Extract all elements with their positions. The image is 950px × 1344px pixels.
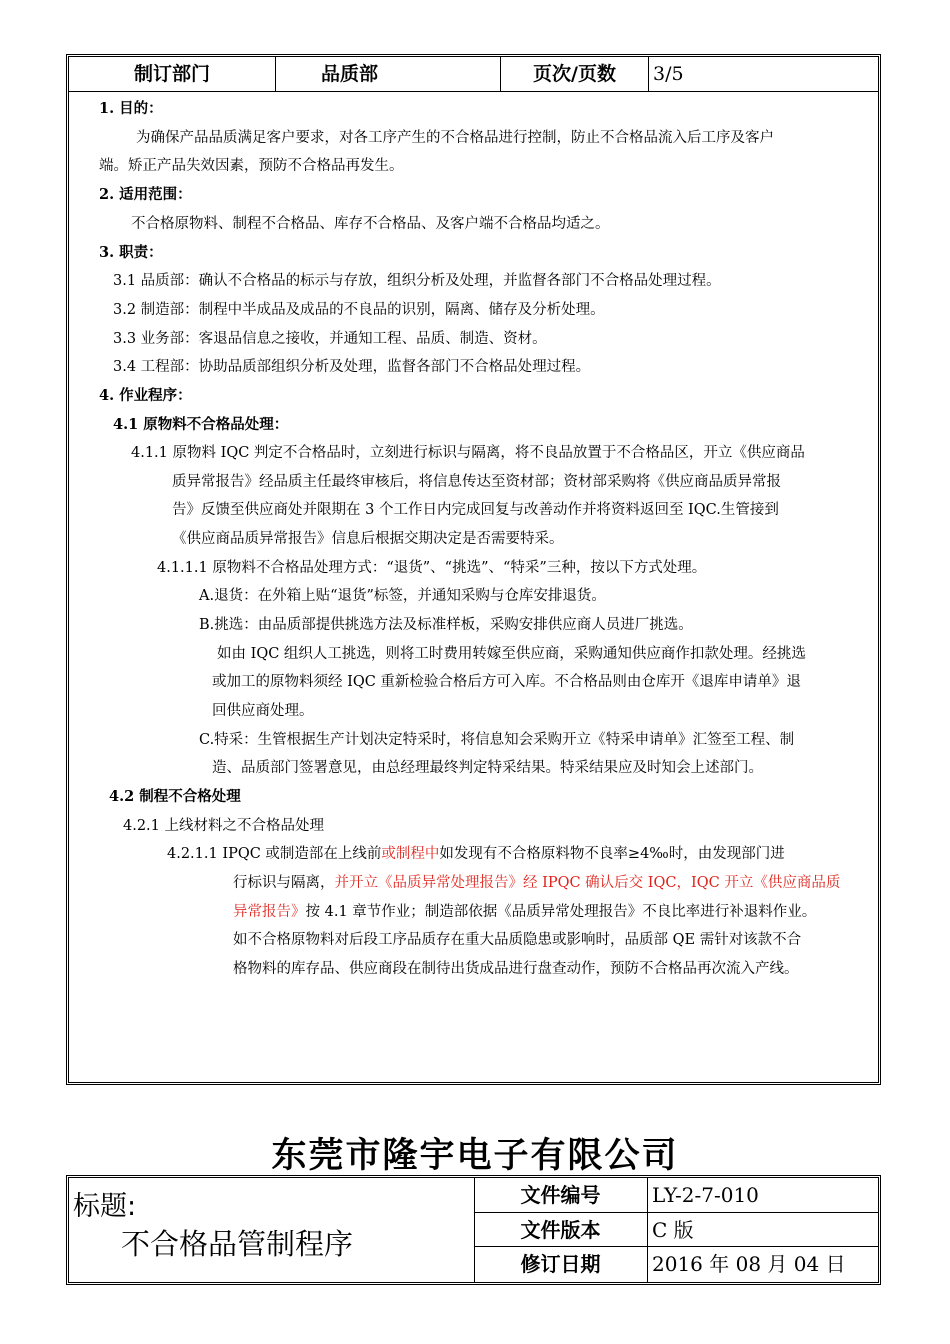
- para-4-2-1-1: [167, 844, 785, 864]
- page-value: 3/5: [653, 63, 684, 85]
- para-text: 如发现有不合格原料物不良率≥4‰时，由发现部门进: [439, 846, 785, 862]
- section-1-text: 为确保产品品质满足客户要求，对各工序产生的不合格品进行控制，防止不合格品流入后工序及客户: [136, 130, 774, 146]
- doc-number-value: LY-2-7-010: [652, 1183, 759, 1207]
- section-4-title: 4. 作业程序：: [99, 387, 192, 404]
- option-sort-cont: 回供应商处理。: [212, 703, 314, 719]
- revision-date-label: 修订日期: [474, 1247, 648, 1282]
- para-4-2-1-1-cont: 格物料的库存品、供应商段在制待出货成品进行盘查动作，预防不合格品再次流入产线。: [233, 961, 799, 977]
- version-row: [474, 1213, 878, 1248]
- version-label: 文件版本: [474, 1213, 648, 1247]
- section-3-3: 3.3 业务部：客退品信息之接收，并通知工程、品质、制造、资材。: [113, 331, 547, 347]
- para-text: 行标识与隔离，: [233, 875, 335, 891]
- revision-date-value: 2016 年 08 月 04 日: [652, 1252, 846, 1277]
- option-sort-cont: 如由 IQC 组织人工挑选，则将工时费用转嫁至供应商，采购通知供应商作扣款处理。经挑选: [217, 646, 806, 662]
- section-3-title: 3. 职责：: [99, 244, 163, 261]
- dept-value: 品质部: [276, 57, 501, 91]
- para-4-1-1: 4.1.1 原物料 IQC 判定不合格品时，立刻进行标识与隔离，将不良品放置于不合格品区，开立《供应商品: [131, 445, 805, 461]
- section-3-2: 3.2 制造部：制程中半成品及成品的不良品的识别，隔离、储存及分析处理。: [113, 302, 605, 318]
- para-4-1-1-cont: 《供应商品质异常报告》信息后根据交期决定是否需要特采。: [172, 531, 564, 547]
- option-special-cont: 造、品质部门签署意见，由总经理最终判定特采结果。特采结果应及时知会上述部门。: [212, 760, 763, 776]
- para-text: 4.2.1.1 IPQC 或制造部在上线前: [167, 846, 382, 862]
- option-special: C.特采：生管根据生产计划决定特采时，将信息知会采购开立《特采申请单》汇签至工程、制: [199, 732, 795, 748]
- highlight-text: 异常报告》: [233, 904, 306, 920]
- section-4-1-title: 4.1 原物料不合格品处理：: [113, 416, 289, 433]
- company-name: 东莞市隆宇电子有限公司: [271, 1136, 679, 1176]
- option-sort-cont: 或加工的原物料须经 IQC 重新检验合格后方可入库。不合格品则由仓库开《退库申请单》退: [212, 674, 801, 690]
- doc-number-label: 文件编号: [474, 1178, 648, 1212]
- section-4-2-title: 4.2 制程不合格处理: [109, 788, 241, 805]
- para-4-2-1: 4.2.1 上线材料之不合格品处理: [123, 818, 325, 834]
- version-value: C 版: [652, 1217, 694, 1242]
- option-return: A.退货：在外箱上贴“退货”标签，并通知采购与仓库安排退货。: [199, 588, 606, 604]
- para-text: 按 4.1 章节作业；制造部依据《品质异常处理报告》不良比率进行补退料作业。: [305, 904, 817, 920]
- title-block: [66, 1175, 881, 1285]
- section-3-1: 3.1 品质部：确认不合格品的标示与存放，组织分析及处理，并监督各部门不合格品处理过程。: [113, 273, 721, 289]
- para-4-2-1-1-cont: [233, 873, 840, 893]
- highlight-text: 并开立《品质异常处理报告》经 IPQC 确认后交 IQC，IQC 开立《供应商品质: [334, 875, 841, 891]
- doc-number-row: [474, 1178, 878, 1213]
- para-4-1-1-1: 4.1.1.1 原物料不合格品处理方式：“退货”、“挑选”、“特采”三种，按以下方式处理。: [157, 560, 707, 576]
- document-frame: [66, 54, 881, 1085]
- title-cell: [69, 1178, 475, 1282]
- section-2-title: 2. 适用范围：: [99, 186, 192, 203]
- section-2-text: 不合格原物料、制程不合格品、库存不合格品、及客户端不合格品均适之。: [131, 216, 610, 232]
- para-4-2-1-1-cont: [233, 902, 816, 922]
- document-title: 不合格品管制程序: [121, 1227, 354, 1261]
- section-3-4: 3.4 工程部：协助品质部组织分析及处理，监督各部门不合格品处理过程。: [113, 359, 591, 375]
- revision-date-row: [474, 1247, 878, 1282]
- section-1-title: 1. 目的：: [99, 100, 163, 117]
- title-label: 标题:: [73, 1191, 137, 1222]
- para-4-1-1-cont: 质异常报告》经品质主任最终审核后，将信息传达至资材部；资材部采购将《供应商品质异常报: [172, 474, 781, 490]
- dept-label: 制订部门: [69, 57, 276, 91]
- para-4-2-1-1-cont: 如不合格原物料对后段工序品质存在重大品质隐患或影响时，品质部 QE 需针对该款不合: [233, 932, 802, 948]
- highlight-text: 或制程中: [381, 846, 440, 862]
- header-row: [69, 57, 878, 92]
- para-4-1-1-cont: 告》反馈至供应商处并限期在 3 个工作日内完成回复与改善动作并将资料返回至 IQC.生管接到: [172, 502, 779, 518]
- section-1-text-cont: 端。矫正产品失效因素，预防不合格品再发生。: [99, 158, 404, 174]
- option-sort: B.挑选：由品质部提供挑选方法及标准样板，采购安排供应商人员进厂挑选。: [199, 617, 693, 633]
- page-label: 页次/页数: [501, 57, 649, 91]
